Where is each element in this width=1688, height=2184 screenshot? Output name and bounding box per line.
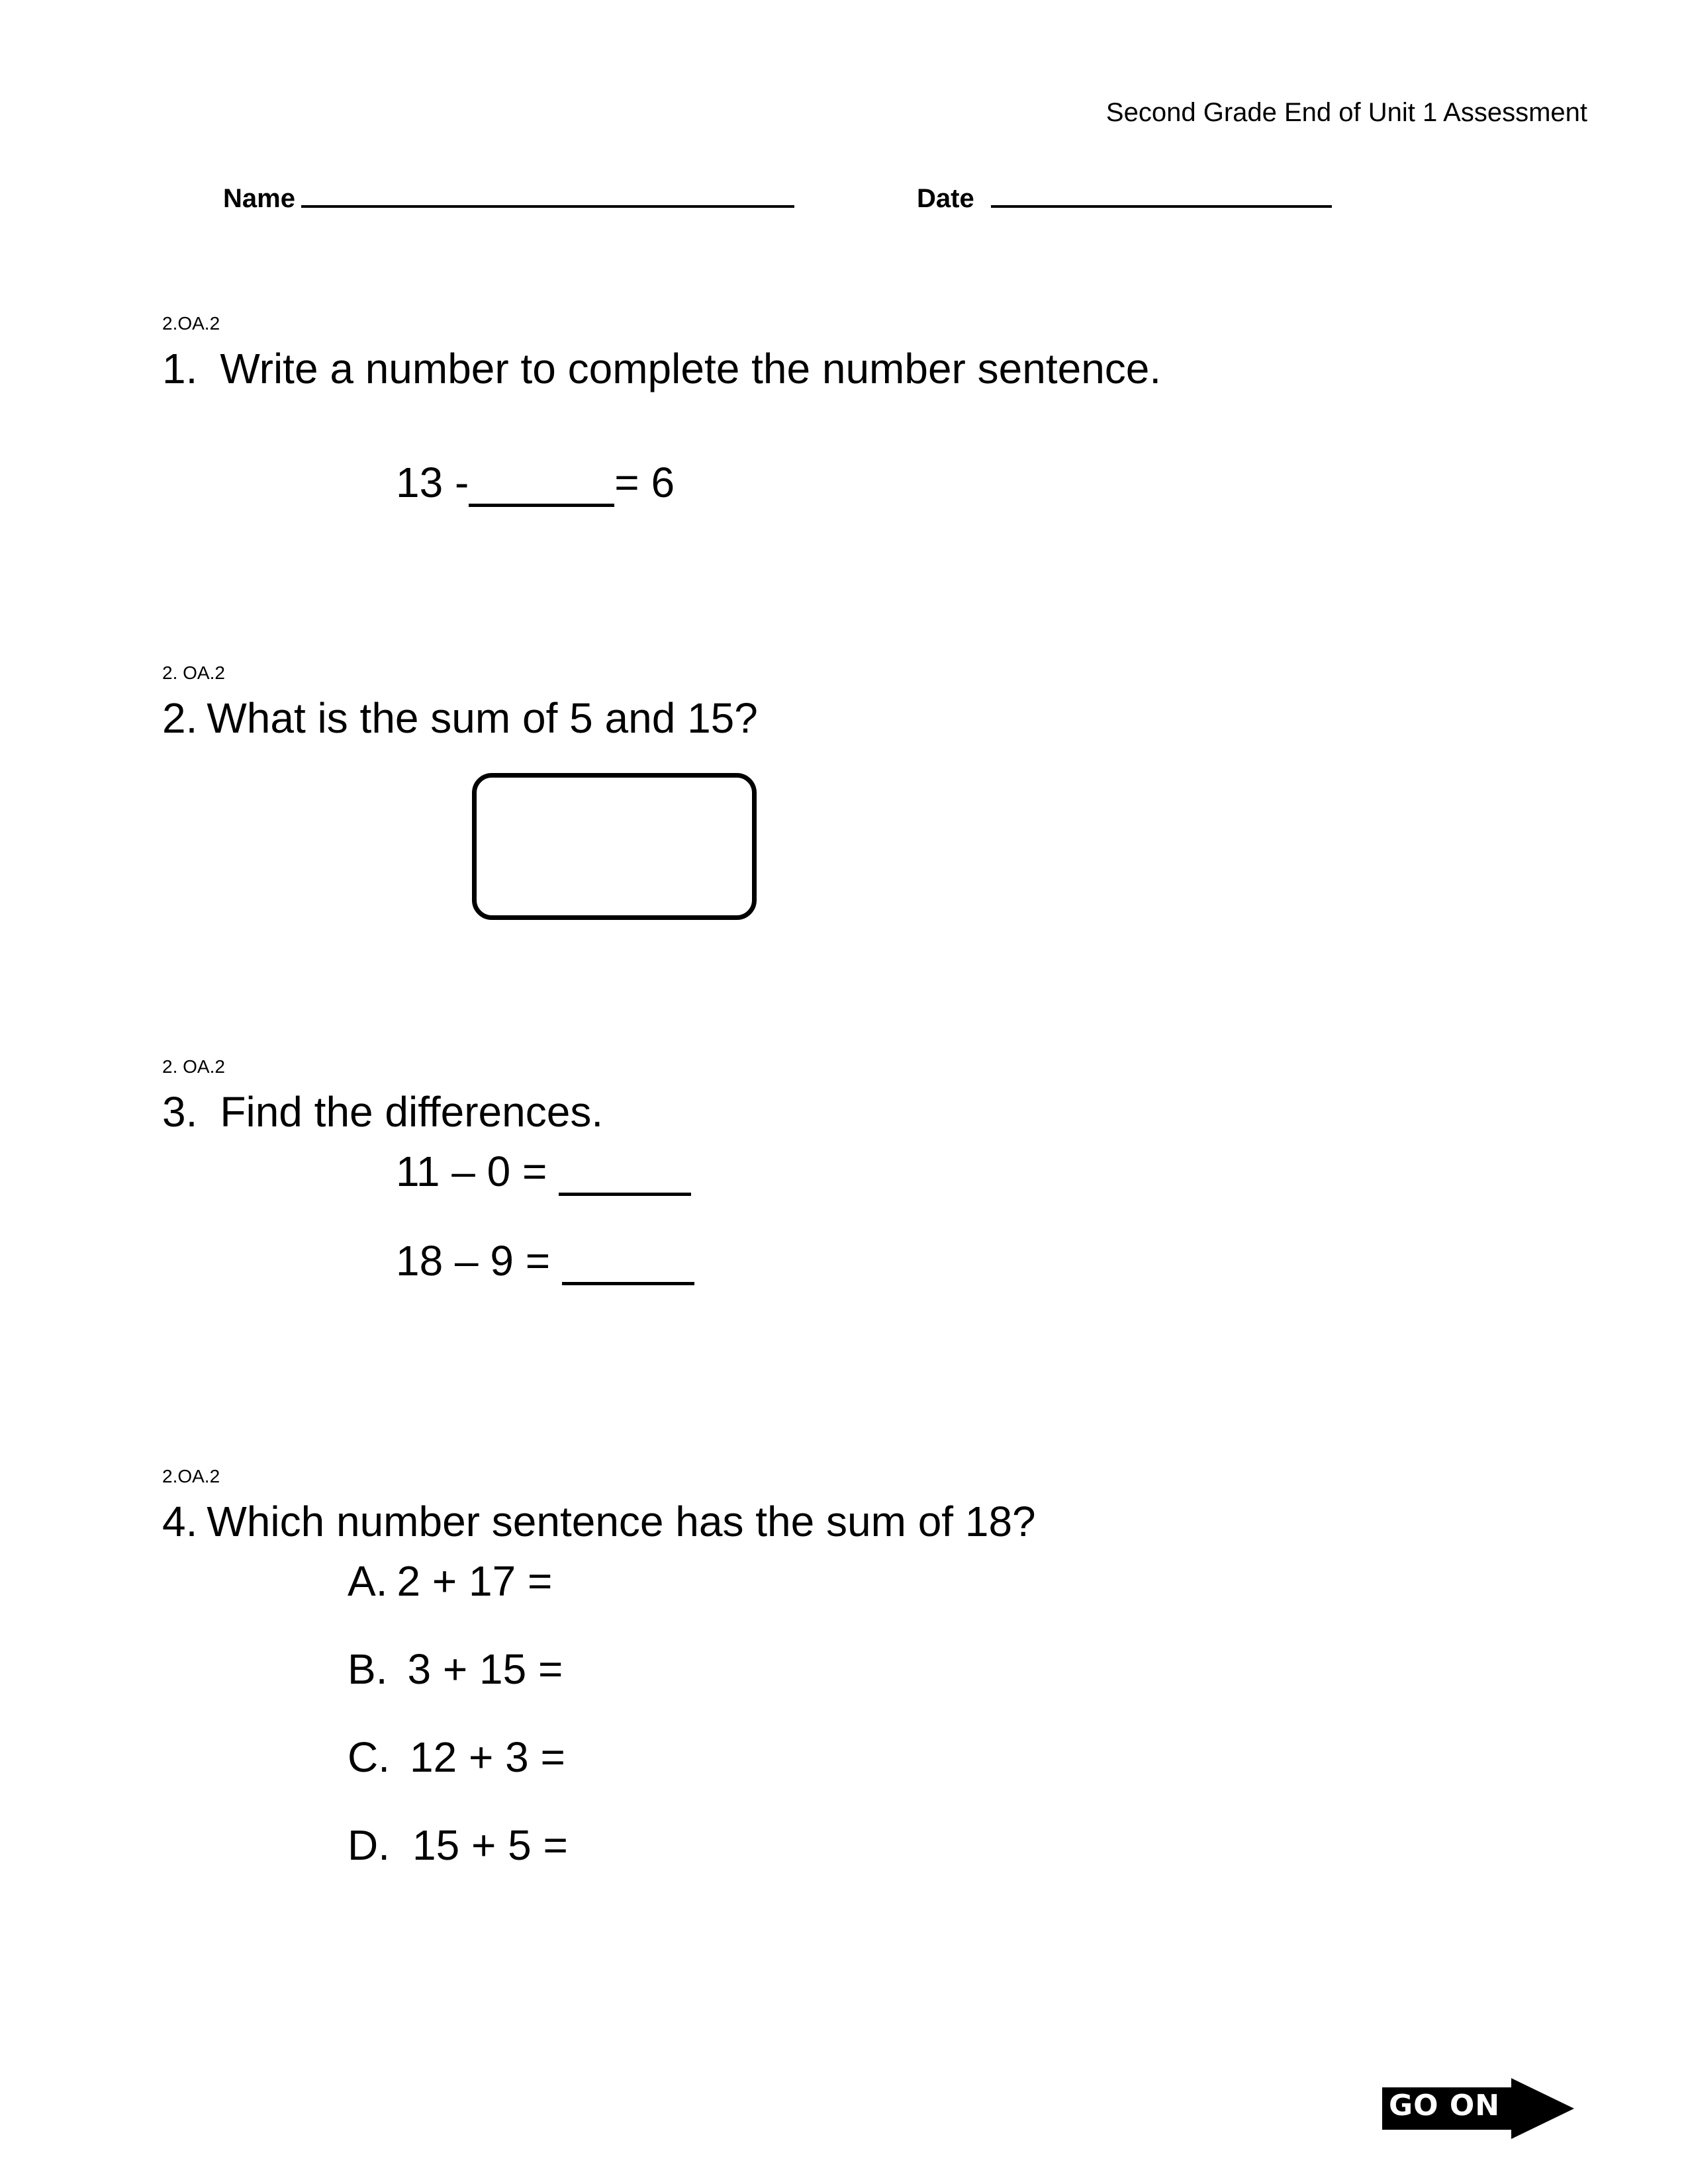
q4-choice-b[interactable] xyxy=(348,1645,563,1693)
page-header-title: Second Grade End of Unit 1 Assessment xyxy=(1105,98,1587,127)
q3-equation-2-expr: 18 – 9 = xyxy=(396,1237,551,1285)
q2-standard: 2. OA.2 xyxy=(162,662,225,683)
q1-equation xyxy=(396,461,675,507)
q2-number: 2. xyxy=(162,694,198,742)
q1-answer-blank[interactable] xyxy=(469,461,614,507)
choice-expr: 2 + 17 = xyxy=(397,1557,553,1605)
q4-standard: 2.OA.2 xyxy=(162,1466,220,1486)
date-label: Date xyxy=(917,184,974,213)
q3-answer-blank-1[interactable] xyxy=(559,1150,691,1196)
q4-text: Which number sentence has the sum of 18? xyxy=(207,1498,1036,1545)
name-label: Name xyxy=(223,184,295,213)
name-field[interactable] xyxy=(301,205,794,208)
choice-letter: C. xyxy=(348,1733,390,1781)
q1-standard: 2.OA.2 xyxy=(162,313,220,334)
q3-answer-blank-2[interactable] xyxy=(562,1240,694,1285)
q4-number: 4. xyxy=(162,1498,198,1545)
go-on-label: GO ON xyxy=(1389,2089,1501,2122)
choice-letter: D. xyxy=(348,1821,390,1869)
q3-standard: 2. OA.2 xyxy=(162,1056,225,1077)
q1-prompt xyxy=(162,347,1161,390)
q3-number: 3. xyxy=(162,1088,198,1136)
q4-prompt xyxy=(162,1500,1036,1543)
go-on-arrow xyxy=(1382,2078,1574,2139)
choice-expr: 15 + 5 = xyxy=(412,1821,568,1869)
q2-answer-box[interactable] xyxy=(472,773,757,920)
choice-letter: B. xyxy=(348,1645,388,1693)
choice-letter: A. xyxy=(348,1557,388,1605)
q3-text: Find the differences. xyxy=(220,1088,604,1136)
q3-equation-2 xyxy=(396,1237,694,1285)
date-field[interactable] xyxy=(991,205,1332,208)
q4-choice-a[interactable] xyxy=(348,1557,553,1605)
q4-choice-c[interactable] xyxy=(348,1733,565,1781)
q2-text: What is the sum of 5 and 15? xyxy=(207,694,758,742)
choice-expr: 3 + 15 = xyxy=(407,1645,563,1693)
q1-text: Write a number to complete the number sentence. xyxy=(220,345,1162,392)
q1-number: 1. xyxy=(162,345,198,392)
q1-equation-left: 13 - xyxy=(396,459,469,506)
q1-equation-right: = 6 xyxy=(614,459,675,506)
q3-equation-1 xyxy=(396,1150,691,1196)
q3-equation-1-expr: 11 – 0 = xyxy=(396,1148,547,1195)
choice-expr: 12 + 3 = xyxy=(410,1733,565,1781)
q4-choice-d[interactable] xyxy=(348,1821,568,1869)
q3-prompt xyxy=(162,1088,604,1136)
q2-prompt xyxy=(162,694,758,742)
